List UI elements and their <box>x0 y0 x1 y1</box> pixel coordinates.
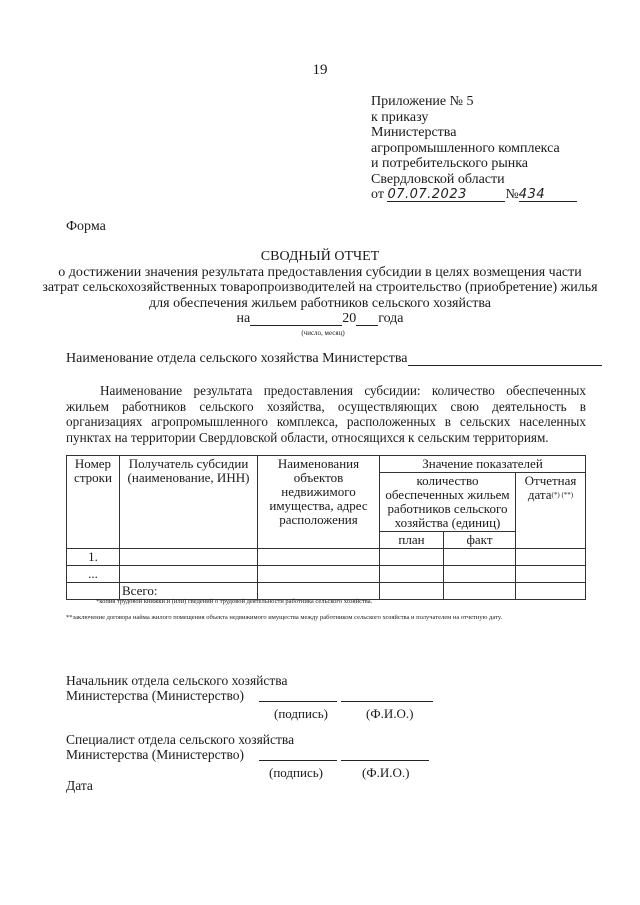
report-title: СВОДНЫЙ ОТЧЕТ <box>260 249 380 264</box>
header-count: количество обеспеченных жильем работников сельского хозяйства (единиц) <box>380 473 516 532</box>
year-suffix: года <box>378 311 404 326</box>
header-report-date-marks: (*) (**) <box>551 491 574 499</box>
department-line <box>66 351 602 367</box>
appendix-line: Министерства <box>371 125 457 140</box>
specialist-name-caption: (Ф.И.О.) <box>362 765 410 780</box>
specialist-title-line1: Специалист отдела сельского хозяйства <box>66 732 295 747</box>
cell-recipient <box>120 566 258 583</box>
report-table <box>66 455 586 600</box>
header-recipient: Получатель субсидии (наименование, ИНН) <box>120 456 258 549</box>
appendix-line: и потребительского рынка <box>371 156 529 171</box>
specialist-sign-line <box>259 760 337 761</box>
department-label: Наименование отдела сельского хозяйства Министерства <box>66 351 408 366</box>
footnote-1: *копия трудовой книжки и (или) сведений о трудовой деятельности работника сельского хозяйства. <box>96 598 373 605</box>
cell-plan <box>380 566 444 583</box>
appendix-block <box>371 94 577 203</box>
appendix-line: агропромышленного комплекса <box>371 140 560 156</box>
header-property: Наименования объектов недвижимого имущества, адрес расположения <box>258 456 380 549</box>
order-number: 434 <box>519 188 577 202</box>
report-subtitle-line: для обеспечения жильем работников сельского хозяйства <box>149 295 491 311</box>
cell-num: 1. <box>67 549 120 566</box>
report-subtitle-line: о достижении значения результата предоставления субсидии в целях возмещения части <box>58 264 582 280</box>
head-name-line <box>341 701 433 702</box>
specialist-name-line <box>341 760 429 761</box>
date-on: на <box>236 311 251 326</box>
header-values-group: Значение показателей <box>380 456 586 473</box>
specialist-sign-caption: (подпись) <box>269 765 323 780</box>
appendix-line: Свердловской области <box>371 171 505 187</box>
report-title-block <box>0 249 640 339</box>
cell-fact <box>444 549 516 566</box>
cell-date <box>516 566 586 583</box>
header-report-date-label: Отчетная дата <box>524 473 577 502</box>
cell-date <box>516 549 586 566</box>
cell-fact <box>444 566 516 583</box>
order-date: 07.07.2023 <box>387 188 505 202</box>
cell-num: ... <box>67 566 120 583</box>
header-report-date <box>516 473 586 549</box>
number-prefix: № <box>505 187 519 202</box>
footnote-2: **заключение договора найма жилого помещения объекта недвижимого имущества между работником сельского хозяйства и получателем на отчетную дату. <box>66 614 503 621</box>
year-prefix: 20 <box>342 311 357 326</box>
report-date-line <box>0 311 640 327</box>
cell-property <box>258 549 380 566</box>
head-title-line2: Министерства (Министерство) <box>66 688 244 703</box>
specialist-title-line2: Министерства (Министерство) <box>66 747 244 762</box>
head-title-line1: Начальник отдела сельского хозяйства <box>66 673 288 688</box>
date-prefix: от <box>371 187 384 202</box>
table-row <box>67 566 586 583</box>
cell-property <box>258 566 380 583</box>
cell-recipient <box>120 549 258 566</box>
report-subtitle-line: затрат сельскохозяйственных товаропроизводителей на строительство (приобретение) жилья <box>42 280 598 295</box>
appendix-line: к приказу <box>371 109 429 125</box>
head-sign-caption: (подпись) <box>274 706 328 721</box>
header-number: Номер строки <box>67 456 120 549</box>
head-name-caption: (Ф.И.О.) <box>366 706 414 721</box>
cell-plan <box>380 549 444 566</box>
header-fact: факт <box>444 532 516 549</box>
appendix-date-number <box>371 187 577 203</box>
date-hint: (число, месяц) <box>301 328 345 337</box>
table-row <box>67 549 586 566</box>
date-label: Дата <box>66 778 93 793</box>
table-total-row <box>67 583 586 600</box>
header-plan: план <box>380 532 444 549</box>
total-label: Всего: <box>120 583 258 600</box>
table-header-row <box>67 456 586 473</box>
appendix-line: Приложение № 5 <box>371 94 474 109</box>
form-label: Форма <box>66 219 106 234</box>
result-text: Наименование результата предоставления субсидии: количество обеспеченных жильем работников сельского хозяйства, осуществляющих свою деятельность в организациях агропромышленного комплекса, расположенных в сельских населенных пунктах на территории Свердловской области, относящихся к сельским территориям. <box>66 383 586 445</box>
head-sign-line <box>259 701 337 702</box>
page-number: 19 <box>312 62 328 78</box>
